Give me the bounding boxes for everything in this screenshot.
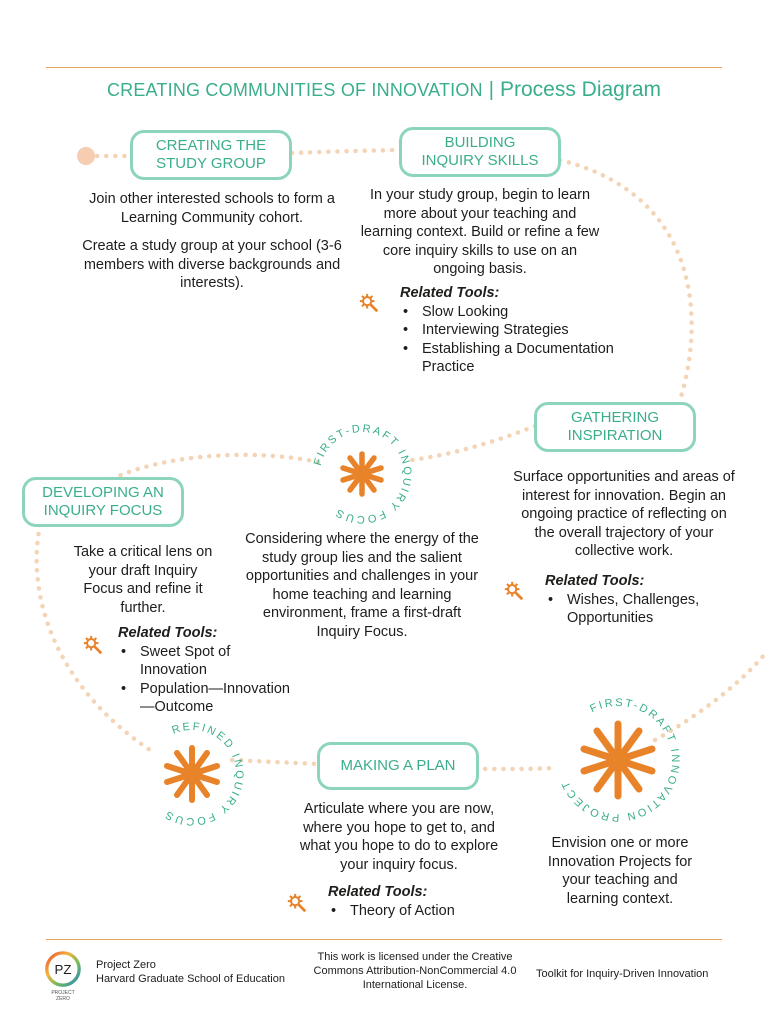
asterisk-icon [343,454,381,494]
step-3-label-line2: INSPIRATION [567,427,663,444]
step-5-description [288,800,510,884]
step-gathering-inspiration [534,402,696,452]
step-4-tools [94,624,294,717]
tool-item: • Establishing a Documentation Practice [400,340,632,377]
milestone-2-label: REFINED INQUIRY FOCUS [161,720,246,828]
title-separator: | [488,79,494,101]
step-creating-study-group [130,130,292,180]
tools-heading: Related Tools: [545,573,645,589]
milestone-3-label: FIRST-DRAFT INNOVATION PROJECT [559,696,682,824]
milestone-3-para: Envision one or more Innovation Projects for your teaching and learning context. [547,835,693,907]
step-1-description [82,190,342,303]
step-2-tools-list [376,303,666,377]
milestone-3-description [540,834,700,918]
step-1-label-line2: STUDY GROUP [156,155,266,172]
step-3-tools [521,572,721,628]
tools-heading: Related Tools: [118,625,218,641]
path-seg-1-2 [292,150,400,153]
tool-item: • Slow Looking [400,303,666,322]
step-5-tools [304,883,504,920]
footer-toolkit: Toolkit for Inquiry-Driven Innovation [536,968,709,980]
step-4-para-1: Take a critical lens on your draft Inquiry Focus and refine it further. [73,544,213,616]
step-1-para-1: Join other interested schools to form a Learning Community cohort. [89,191,335,226]
tool-item: • Population—Innovation—Outcome [118,680,290,717]
step-developing-inquiry-focus [22,477,184,527]
step-4-label-line2: INQUIRY FOCUS [43,502,163,519]
step-2-label-line1: BUILDING [444,134,516,151]
tool-item: • Interviewing Strategies [400,321,666,340]
step-2-label-line2: INQUIRY SKILLS [421,152,539,169]
step-making-a-plan [317,742,479,790]
milestone-1-para: Considering where the energy of the study group lies and the salient opportunities and challenges in your home teaching and learning environment, frame a first-draft Inquiry Focus. [245,531,479,640]
asterisk-icon [584,724,652,796]
tool-item: • Theory of Action [328,902,504,921]
step-1-para-2: Create a study group at your school (3-6 members with diverse backgrounds and interests). [82,238,342,291]
step-3-tools-list [521,591,721,628]
step-building-inquiry-skills [399,127,561,177]
tool-item: • Wishes, Challenges, Opportunities [545,591,717,628]
title-main: CREATING COMMUNITIES OF INNOVATION [106,80,483,100]
tool-item: • Sweet Spot of Innovation [118,643,240,680]
step-3-description [512,468,736,571]
step-4-label-line1: DEVELOPING AN [42,484,164,501]
step-2-tools [376,284,666,377]
milestone-refined-inquiry-focus [134,716,250,832]
step-3-para-1: Surface opportunities and areas of interest for innovation. Begin an ongoing practice of reflecting on the overall trajectory of your collective work. [513,469,735,559]
step-2-description [360,186,600,289]
milestone-2-ring-text [162,721,245,827]
footer-org-line2: Harvard Graduate School of Education [96,973,285,985]
asterisk-icon [167,748,217,800]
bottom-rule [46,939,722,940]
milestone-first-draft-inquiry-focus [306,418,418,530]
title-sub: Process Diagram [499,78,662,101]
milestone-first-draft-innovation-project [552,694,684,826]
step-3-label-line1: GATHERING [570,409,660,426]
footer-org [96,958,296,986]
step-5-tools-list [304,902,504,921]
step-2-para-1: In your study group, begin to learn more about your teaching and learning context. Build or refine a few core inquiry skills to use on an ongoing basis. [360,187,600,277]
path-start-dot [77,147,95,165]
step-4-tools-list [94,643,294,717]
milestone-1-label: FIRST-DRAFT INQUIRY FOCUS [311,422,414,526]
logo-text: PZ [54,961,72,977]
tools-heading: Related Tools: [400,285,500,301]
step-4-description [68,543,218,627]
footer-license: This work is licensed under the Creative Commons Attribution-NonCommercial 4.0 International License. [313,951,517,991]
project-zero-logo [44,950,82,988]
tools-heading: Related Tools: [328,884,428,900]
path-seg-3-focus [412,426,535,460]
step-5-label: MAKING A PLAN [340,757,456,774]
step-5-para-1: Articulate where you are now, where you hope to get to, and what you hope to do to explore your inquiry focus. [299,801,499,873]
step-1-label-line1: CREATING THE [155,137,267,154]
logo-caption: PROJECT ZERO [51,990,75,1002]
footer-org-line1: Project Zero [96,959,156,971]
